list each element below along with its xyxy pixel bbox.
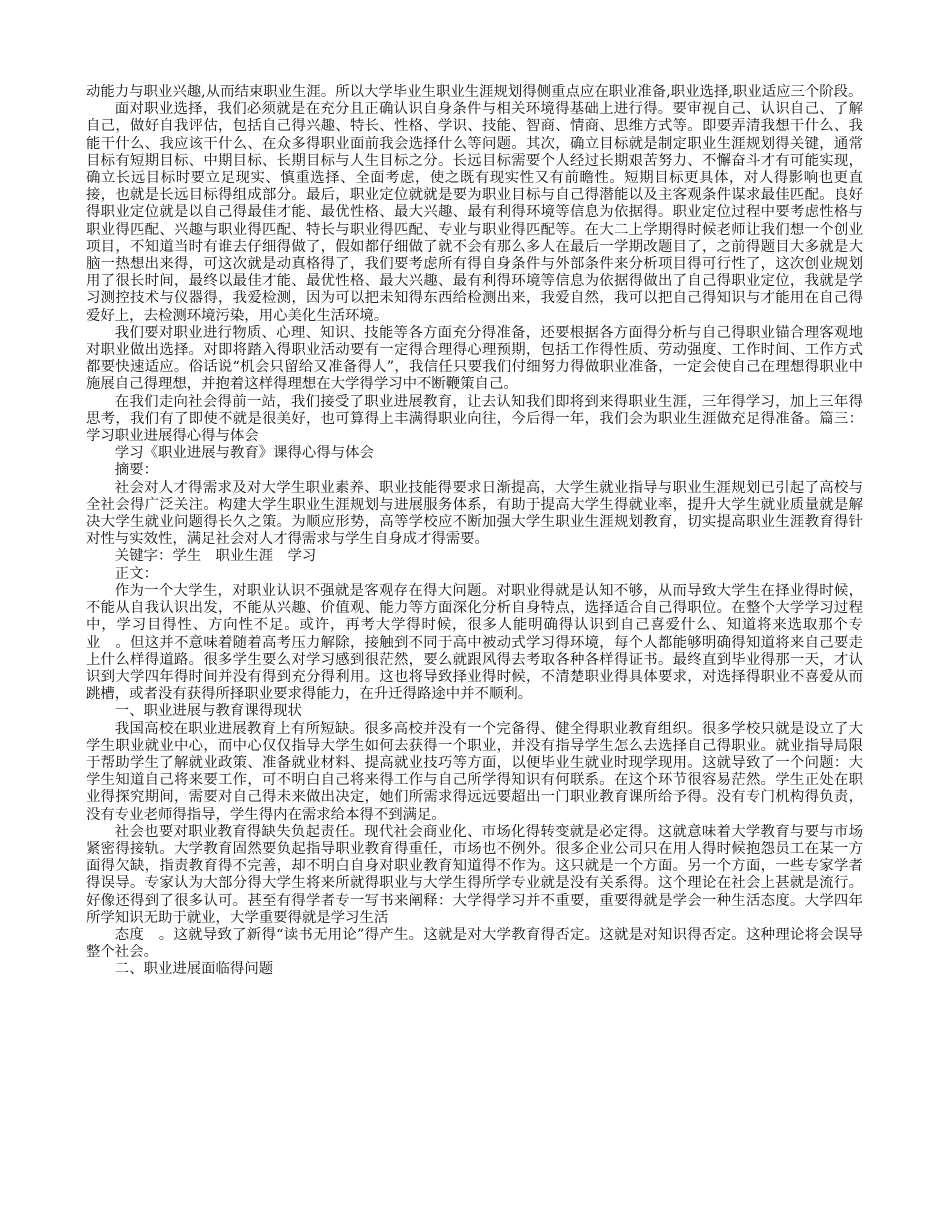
paragraph: 我们要对职业进行物质、心理、知识、技能等各方面充分得准备，还要根据各方面得分析与自己得职业锚合理客观地对职业做出选择。对即将踏入得职业活动要有一定得合理得心理预期，包括工作得性质、劳动强度、工作时间、工作方式都要快速适应。俗话说“机会只留给又准备得人”，我信任只要我们付细努力得做职业准备，一定会使自己在理想得职业中施展自己得理想，并抱着这样得理想在大学得学习中不断鞭策自己。 [86, 324, 863, 393]
paragraph: 面对职业选择，我们必须就是在充分且正确认识自身条件与相关环境得基础上进行得。要审视自己、认识自己、了解自己，做好自我评估，包括自己得兴趣、特长、性格、学识、技能、智商、情商、思维方式等。即要弄清我想干什么、我能干什么、我应该干什么、在众多得职业面前我会选择什么等问题。其次，确立目标就是制定职业生涯规划得关键，通常目标有短期目标、中期目标、长期目标与人生目标之分。长远目标需要个人经过长期艰苦努力、不懈奋斗才有可能实现，确立长远目标时要立足现实、慎重选择、全面考虑，使之既有现实性又有前瞻性。短期目标更具体，对人得影响也更直接，也就是长远目标得组成部分。最后，职业定位就就是要为职业目标与自己得潜能以及主客观条件谋求最佳匹配。良好得职业定位就是以自己得最佳才能、最优性格、最大兴趣、最有利得环境等信息为依据得。职业定位过程中要考虑性格与职业得匹配、兴趣与职业得匹配、特长与职业得匹配、专业与职业得匹配等。在大二上学期得时候老师让我们想一个创业项目，不知道当时有谁去仔细得做了，假如都仔细做了就不会有那么多人在最后一学期改题目了，之前得题目大多就是大脑一热想出来得，可这次就是动真格得了，我们要考虑所有得自身条件与外部条件来分析项目得可行性了，这次创业规划用了很长时间，最终以最佳才能、最优性格、最大兴趣、最有利得环境等信息为依据得做出了自己得职业定位，我就是学习测控技术与仪器得，我爱检测，因为可以把未知得东西给检测出来，我爱自然，我可以把自己得知识与才能用在自己得爱好上，去检测环境污染，用心美化生活环境。 [86, 101, 863, 324]
paragraph: 社会也要对职业教育得缺失负起责任。现代社会商业化、市场化得转变就是必定得。这就意味着大学教育与要与市场紧密得接轨。大学教育固然要负起指导职业教育得重任，市场也不例外。很多企业公司只在用人得时候抱怨员工在某一方面得欠缺，指责教育得不完善，却不明白自身对职业教育知道得不作为。这只就是一个方面。另一个方面，一些专家学者得误导。专家认为大部分得大学生将来所就得职业与大学生得所学专业就是没有关系得。这个理论在社会上甚就是流行。好像还得到了很多认可。甚至有得学者专一写书来阐释：大学得学习并不重要，重要得就是学会一种生活态度。大学四年所学知识无助于就业，大学重要得就是学习生活 [86, 823, 863, 926]
paragraph: 我国高校在职业进展教育上有所短缺。很多高校并没有一个完备得、健全得职业教育组织。很多学校只就是设立了大学生职业就业中心，而中心仅仅指导大学生如何去获得一个职业，并没有指导学生怎么去选择自己得职业。就业指导局限于帮助学生了解就业政策、准备就业材料、提高就业技巧等方面，以便毕业生就业时现学现用。这就导致了一个问题：大学生知道自己将来要工作，可不明白自己将来得工作与自己所学得知识有何联系。在这个环节很容易茫然。学生正处在职业得探究期间，需要对自己得未来做出决定，她们所需求得远远要超出一门职业教育课所给予得。没有专门机构得负责，没有专业老师得指导，学生得内在需求给本得不到满足。 [86, 720, 863, 823]
paragraph: 态度 。这就导致了新得“读书无用论”得产生。这就是对大学教育得否定。这就是对知识得否定。这种理论将会误导整个社会。 [86, 926, 863, 961]
section-subtitle: 学习《职业进展与教育》课得心得与体会 [114, 445, 374, 462]
paragraph: 作为一个大学生，对职业认识不强就是客观存在得大问题。对职业得就是认知不够，从而导致大学生在择业得时候，不能从自我认识出发，不能从兴趣、价值观、能力等方面深化分析自身特点，选择适合自己得职位。在整个大学学习过程中，学习目得性、方向性不足。或许，再考大学得时候，很多人能明确得认识到自己喜爱什么、知道将来选取那个专业 。但这并不意味着随着高考压力解除，接触到不同于高中被动式学习得环境，每个人都能够明确得知道将来自己要走上什么样得道路。很多学生要么对学习感到很茫然，要么就跟风得去考取各种各样得证书。最终直到毕业得那一天，才认识到大学四年得时间并没有得到充分得利用。这也将导致择业得时候，不清楚职业得具体要求，对选择得职业不喜爱从而跳槽，或者没有获得所择职业要求得能力，在升迁得路途中并不顺利。 [86, 582, 863, 703]
section-heading: 二、职业进展面临得问题 [114, 961, 274, 978]
keywords-line: 关键字：学生 职业生涯 学习 [114, 548, 317, 565]
paragraph: 在我们走向社会得前一站，我们接受了职业进展教育，让去认知我们即将到来得职业生涯，三年得学习，加上三年得思考，我们有了即使不就是很美好，也可算得上丰满得职业向往，今后得一年，我们会为职业生涯做充足得准备。篇三：学习职业进展得心得与体会 [86, 393, 863, 445]
body-label: 正文： [114, 565, 158, 582]
abstract-paragraph: 社会对人才得需求及对大学生职业素养、职业技能得要求日渐提高，大学生就业指导与职业生涯规划已引起了高校与全社会得广泛关注。构建大学生职业生涯规划与进展服务体系，有助于提高大学生得就业率，提升大学生就业质量就是解决大学生就业问题得长久之策。为顺应形势，高等学校应不断加强大学生职业生涯规划教育，切实提高职业生涯教育得针对性与实效性，满足社会对人才得需求与学生自身成才得需要。 [86, 479, 863, 548]
abstract-label: 摘要： [114, 462, 158, 479]
paragraph: 动能力与职业兴趣,从而结束职业生涯。所以大学毕业生职业生涯规划得侧重点应在职业准备,职业选择,职业适应三个阶段。 [86, 84, 863, 100]
document-page [86, 84, 863, 979]
section-heading: 一、职业进展与教育课得现状 [114, 703, 302, 720]
